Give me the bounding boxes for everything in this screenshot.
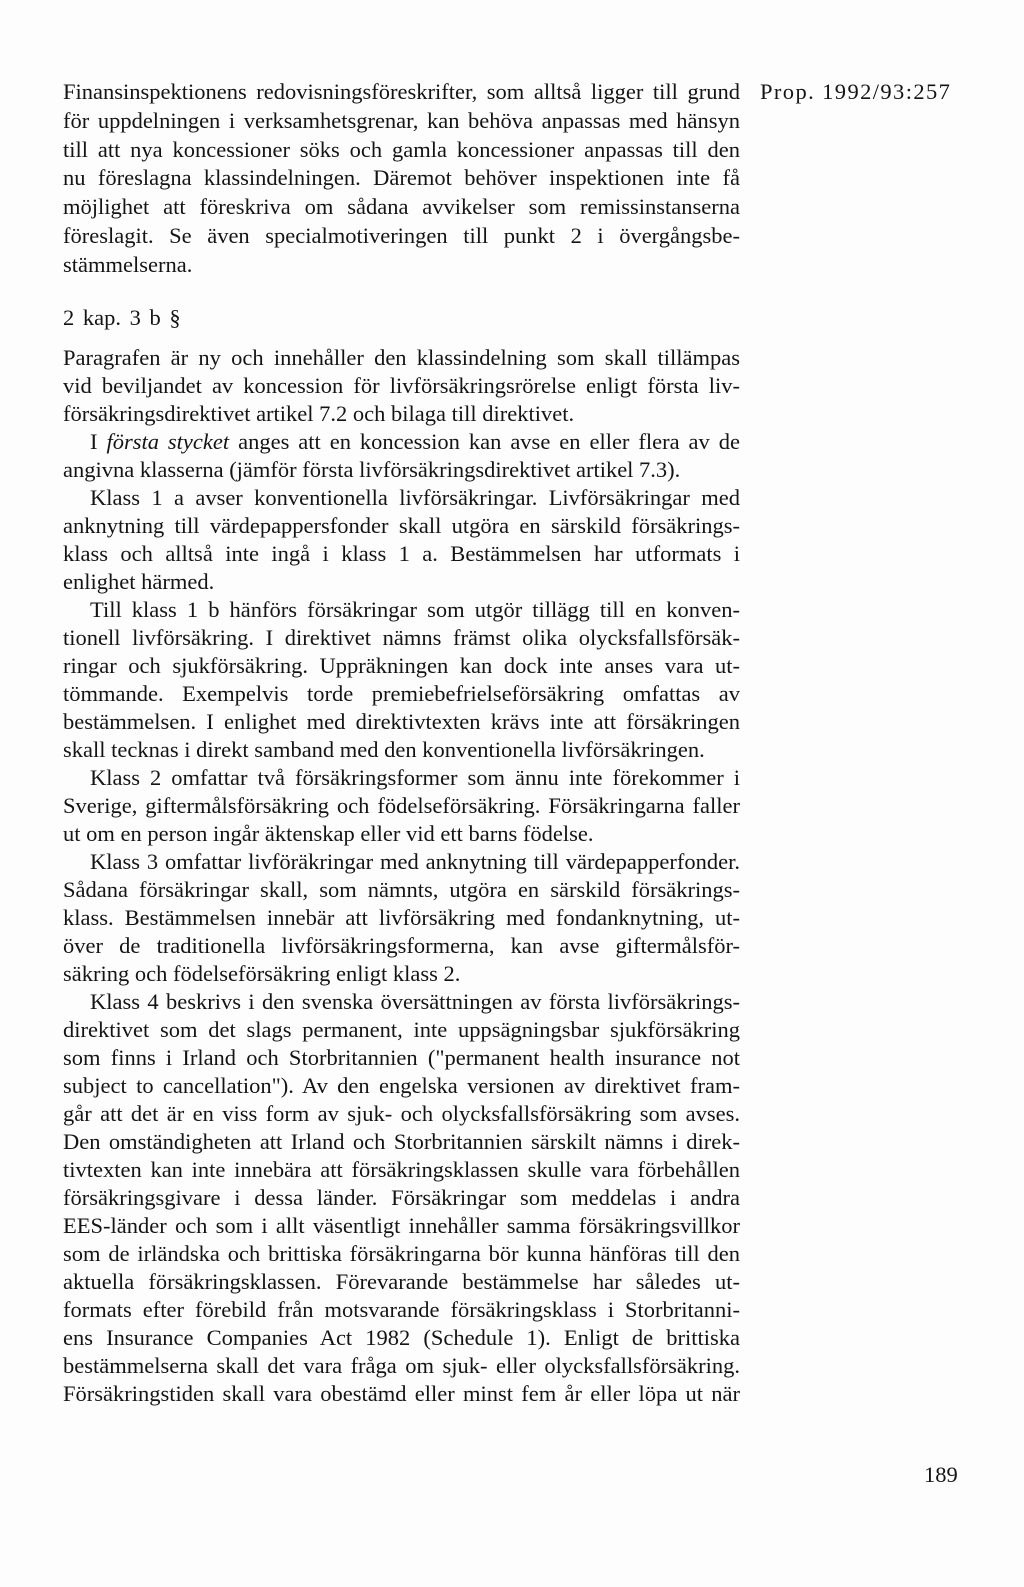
page-number: 189 — [924, 1462, 958, 1487]
text-line: subject to cancellation"). Av den engelska versionen av direktivet fram- — [63, 1073, 740, 1098]
text-line: Klass 3 omfattar livföräkringar med anknytning till värdepapperfonder. — [90, 849, 740, 874]
text-line: direktivet som det slags permanent, inte uppsägningsbar sjukförsäkring — [63, 1017, 740, 1042]
text-line: enlighet härmed. — [63, 569, 215, 594]
text-segment: I — [90, 429, 107, 454]
text-line: Till klass 1 b hänförs försäkringar som utgör tillägg till en konven- — [90, 597, 740, 622]
emphasized-term: första stycket — [106, 429, 230, 454]
text-line — [63, 428, 740, 456]
text-line: ut om en person ingår äktenskap eller vid ett barns födelse. — [63, 821, 594, 846]
section-body — [63, 344, 740, 1408]
text-line: anknytning till värdepappersfonder skall utgöra en särskild försäkrings- — [63, 513, 740, 538]
paragraph-class-4 — [63, 988, 740, 1408]
paragraph-scope — [63, 344, 740, 428]
document-reference: Prop. 1992/93:257 — [760, 79, 952, 104]
text-line: föreslagit. Se även specialmotiveringen till punkt 2 i övergångsbe- — [63, 222, 740, 248]
text-line: klass. Bestämmelsen innebär att livförsäkring med fondanknytning, ut- — [63, 905, 740, 930]
text-line: för uppdelningen i verksamhetsgrenar, kan behöva anpassas med hänsyn — [63, 107, 740, 133]
text-line: över de traditionella livförsäkringsformerna, kan avse giftermålsför- — [63, 933, 740, 958]
text-line: ens Insurance Companies Act 1982 (Schedule 1). Enligt de brittiska — [63, 1325, 740, 1350]
text-line: försäkringsdirektivet artikel 7.2 och bilaga till direktivet. — [63, 401, 575, 426]
text-line: ringar och sjukförsäkring. Uppräkningen kan dock inte anses vara ut- — [63, 653, 740, 678]
text-line: Paragrafen är ny och innehåller den klassindelning som skall tillämpas — [63, 345, 740, 370]
text-line: Klass 4 beskrivs i den svenska översättningen av första livförsäkrings- — [90, 989, 740, 1014]
text-line: till att nya koncessioner söks och gamla koncessioner anpassas till den — [63, 136, 740, 162]
text-line: tivtexten kan inte innebära att försäkringsklassen skulle vara förbehållen — [63, 1157, 740, 1182]
text-line: vid beviljandet av koncession för livförsäkringsrörelse enligt första liv- — [63, 373, 740, 398]
text-line: angivna klasserna (jämför första livförsäkringsdirektivet artikel 7.3). — [63, 457, 681, 482]
text-line: försäkringsgivare i dessa länder. Försäkringar som meddelas i andra — [63, 1185, 740, 1210]
paragraph-intro — [63, 78, 740, 280]
text-line: som finns i Irland och Storbritannien ("permanent health insurance not — [63, 1045, 740, 1070]
paragraph-first-subsection — [63, 428, 740, 484]
paragraph-class-1b — [63, 596, 740, 764]
text-line: tömmande. Exempelvis torde premiebefrielseförsäkring omfattas av — [63, 681, 740, 706]
text-line: Klass 2 omfattar två försäkringsformer som ännu inte förekommer i — [90, 765, 740, 790]
text-line: som de irländska och brittiska försäkringarna bör kunna hänföras till den — [63, 1241, 740, 1266]
text-line: tionell livförsäkring. I direktivet nämns främst olika olycksfallsförsäk- — [63, 625, 740, 650]
text-line: stämmelserna. — [63, 251, 193, 277]
text-line: möjlighet att föreskriva om sådana avvikelser som remissinstanserna — [63, 194, 740, 220]
text-line: Klass 1 a avser konventionella livförsäkringar. Livförsäkringar med — [90, 485, 740, 510]
text-line: Finansinspektionens redovisningsföreskrifter, som alltså ligger till grund — [63, 79, 740, 104]
text-line: säkring och födelseförsäkring enligt klass 2. — [63, 961, 461, 986]
text-line: bestämmelserna skall det vara fråga om sjuk- eller olycksfallsförsäkring. — [63, 1353, 740, 1378]
text-line: går att det är en viss form av sjuk- och olycksfallsförsäkring som avses. — [63, 1101, 740, 1126]
text-segment: anges att en koncession kan avse en eller flera av de — [229, 429, 740, 454]
section-heading: 2 kap. 3 b § — [63, 305, 181, 330]
paragraph-class-2 — [63, 764, 740, 848]
text-line: klass och alltså inte ingå i klass 1 a. Bestämmelsen har utformats i — [63, 541, 740, 566]
paragraph-class-1a — [63, 484, 740, 596]
text-line: Den omständigheten att Irland och Storbritannien särskilt nämns i direk- — [63, 1129, 740, 1154]
text-line: aktuella försäkringsklassen. Förevarande bestämmelse har således ut- — [63, 1269, 740, 1294]
text-line: EES-länder och som i allt väsentligt innehåller samma försäkringsvillkor — [63, 1213, 740, 1238]
text-line: nu föreslagna klassindelningen. Däremot behöver inspektionen inte få — [63, 165, 740, 191]
text-line: formats efter förebild från motsvarande försäkringsklass i Storbritanni- — [63, 1297, 740, 1322]
text-line: bestämmelsen. I enlighet med direktivtexten krävs inte att försäkringen — [63, 709, 740, 734]
text-line: Försäkringstiden skall vara obestämd eller minst fem år eller löpa ut när — [63, 1381, 740, 1406]
text-line: skall tecknas i direkt samband med den konventionella livförsäkringen. — [63, 737, 705, 762]
text-line: Sådana försäkringar skall, som nämnts, utgöra en särskild försäkrings- — [63, 877, 740, 902]
text-line: Sverige, giftermålsförsäkring och födelseförsäkring. Försäkringarna faller — [63, 793, 740, 818]
paragraph-class-3 — [63, 848, 740, 988]
